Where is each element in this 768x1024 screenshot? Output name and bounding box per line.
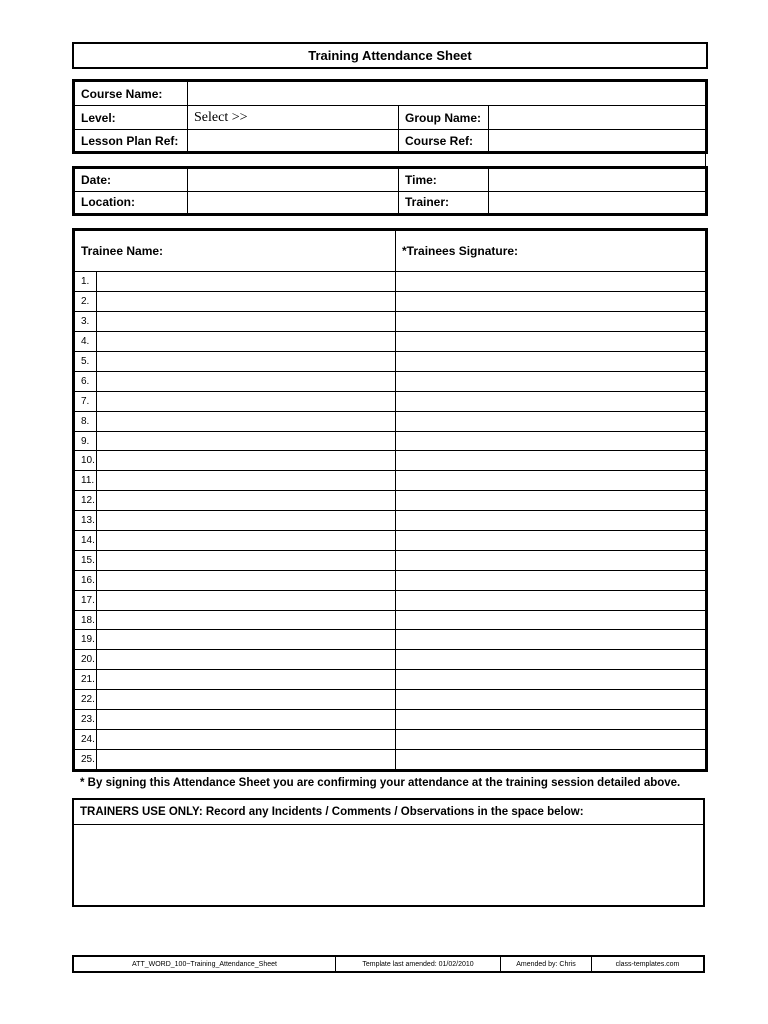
time-field[interactable] — [489, 169, 706, 192]
signature-cell[interactable] — [396, 650, 706, 670]
signature-cell[interactable] — [396, 729, 706, 749]
footer-site: class-templates.com — [592, 957, 704, 972]
trainee-name-cell[interactable] — [97, 352, 396, 372]
trainer-field[interactable] — [489, 191, 706, 214]
session-details-table — [72, 166, 708, 216]
row-number: 18. — [75, 610, 97, 630]
signature-cell[interactable] — [396, 670, 706, 690]
signature-note: * By signing this Attendance Sheet you are confirming your attendance at the training session detailed above. — [80, 777, 681, 789]
row-number: 15. — [75, 550, 97, 570]
signature-cell[interactable] — [396, 690, 706, 710]
row-number: 8. — [75, 411, 97, 431]
row-number: 21. — [75, 670, 97, 690]
signature-cell[interactable] — [396, 710, 706, 730]
row-number: 17. — [75, 590, 97, 610]
footer — [72, 955, 705, 973]
signature-cell[interactable] — [396, 431, 706, 451]
table-row — [75, 630, 706, 650]
trainee-name-header: Trainee Name: — [75, 231, 396, 272]
footer-amended-by: Amended by: Chris — [501, 957, 592, 972]
row-number: 2. — [75, 292, 97, 312]
row-number: 16. — [75, 570, 97, 590]
row-number: 24. — [75, 729, 97, 749]
date-label: Date: — [75, 169, 188, 192]
trainee-name-cell[interactable] — [97, 491, 396, 511]
signature-cell[interactable] — [396, 491, 706, 511]
trainee-name-cell[interactable] — [97, 630, 396, 650]
trainee-name-cell[interactable] — [97, 690, 396, 710]
trainee-name-cell[interactable] — [97, 570, 396, 590]
table-row — [75, 272, 706, 292]
table-row — [75, 451, 706, 471]
trainee-name-cell[interactable] — [97, 511, 396, 531]
level-label: Level: — [75, 106, 188, 130]
table-row — [75, 570, 706, 590]
trainee-name-cell[interactable] — [97, 650, 396, 670]
table-row — [75, 431, 706, 451]
row-number: 14. — [75, 531, 97, 551]
row-number: 13. — [75, 511, 97, 531]
trainee-name-cell[interactable] — [97, 312, 396, 332]
lesson-plan-ref-field[interactable] — [188, 130, 399, 152]
row-number: 20. — [75, 650, 97, 670]
signature-cell[interactable] — [396, 312, 706, 332]
signature-header: *Trainees Signature: — [396, 231, 706, 272]
signature-cell[interactable] — [396, 610, 706, 630]
table-row — [75, 371, 706, 391]
row-number: 25. — [75, 749, 97, 769]
course-ref-field[interactable] — [489, 130, 706, 152]
trainer-label: Trainer: — [399, 191, 489, 214]
table-row — [75, 332, 706, 352]
row-number: 1. — [75, 272, 97, 292]
group-name-field[interactable] — [489, 106, 706, 130]
signature-cell[interactable] — [396, 630, 706, 650]
trainee-name-cell[interactable] — [97, 590, 396, 610]
table-row — [75, 471, 706, 491]
signature-cell[interactable] — [396, 292, 706, 312]
signature-cell[interactable] — [396, 511, 706, 531]
attendance-table — [72, 228, 708, 772]
signature-cell[interactable] — [396, 590, 706, 610]
page-title: Training Attendance Sheet — [72, 42, 708, 69]
row-number: 19. — [75, 630, 97, 650]
group-name-label: Group Name: — [399, 106, 489, 130]
signature-cell[interactable] — [396, 352, 706, 372]
table-row — [75, 749, 706, 769]
row-number: 4. — [75, 332, 97, 352]
trainee-name-cell[interactable] — [97, 411, 396, 431]
table-row — [75, 312, 706, 332]
table-row — [75, 491, 706, 511]
trainee-name-cell[interactable] — [97, 670, 396, 690]
trainee-name-cell[interactable] — [97, 531, 396, 551]
level-select-value[interactable]: Select >> — [194, 109, 248, 125]
table-row — [75, 550, 706, 570]
table-row — [75, 650, 706, 670]
row-number: 12. — [75, 491, 97, 511]
signature-cell[interactable] — [396, 570, 706, 590]
trainee-name-cell[interactable] — [97, 610, 396, 630]
trainers-use-box — [72, 798, 705, 907]
table-row — [75, 391, 706, 411]
row-number: 5. — [75, 352, 97, 372]
row-number: 10. — [75, 451, 97, 471]
time-label: Time: — [399, 169, 489, 192]
course-name-label: Course Name: — [75, 82, 188, 106]
signature-cell[interactable] — [396, 332, 706, 352]
lesson-plan-ref-label: Lesson Plan Ref: — [75, 130, 188, 152]
trainee-name-cell[interactable] — [97, 332, 396, 352]
row-number: 6. — [75, 371, 97, 391]
table-row — [75, 710, 706, 730]
table-row — [75, 610, 706, 630]
signature-cell[interactable] — [396, 550, 706, 570]
row-number: 9. — [75, 431, 97, 451]
trainee-name-cell[interactable] — [97, 431, 396, 451]
course-ref-label: Course Ref: — [399, 130, 489, 152]
trainee-name-cell[interactable] — [97, 272, 396, 292]
comments-area[interactable] — [74, 825, 703, 905]
signature-cell[interactable] — [396, 471, 706, 491]
row-number: 22. — [75, 690, 97, 710]
trainee-name-cell[interactable] — [97, 550, 396, 570]
table-row — [75, 511, 706, 531]
table-row — [75, 411, 706, 431]
course-details-table — [72, 79, 708, 154]
table-row — [75, 531, 706, 551]
row-number: 3. — [75, 312, 97, 332]
footer-doc-ref: ATT_WORD_100~Training_Attendance_Sheet — [74, 957, 336, 972]
trainee-name-cell[interactable] — [97, 292, 396, 312]
table-row — [75, 690, 706, 710]
trainee-name-cell[interactable] — [97, 710, 396, 730]
divider — [705, 154, 708, 166]
trainee-name-cell[interactable] — [97, 371, 396, 391]
row-number: 7. — [75, 391, 97, 411]
date-field[interactable] — [188, 169, 399, 192]
trainers-use-header: TRAINERS USE ONLY: Record any Incidents / Comments / Observations in the space below: — [74, 800, 703, 825]
table-row — [75, 590, 706, 610]
signature-cell[interactable] — [396, 411, 706, 431]
trainee-name-cell[interactable] — [97, 749, 396, 769]
table-row — [75, 352, 706, 372]
signature-cell[interactable] — [396, 371, 706, 391]
table-row — [75, 292, 706, 312]
signature-cell[interactable] — [396, 531, 706, 551]
location-label: Location: — [75, 191, 188, 214]
signature-cell[interactable] — [396, 749, 706, 769]
footer-template-date: Template last amended: 01/02/2010 — [336, 957, 501, 972]
location-field[interactable] — [188, 191, 399, 214]
table-row — [75, 729, 706, 749]
signature-cell[interactable] — [396, 391, 706, 411]
signature-cell[interactable] — [396, 451, 706, 471]
trainee-name-cell[interactable] — [97, 729, 396, 749]
trainee-name-cell[interactable] — [97, 391, 396, 411]
signature-cell[interactable] — [396, 272, 706, 292]
row-number: 23. — [75, 710, 97, 730]
row-number: 11. — [75, 471, 97, 491]
level-select[interactable] — [188, 106, 399, 130]
trainee-name-cell[interactable] — [97, 451, 396, 471]
table-row — [75, 670, 706, 690]
course-name-field[interactable] — [188, 82, 706, 106]
trainee-name-cell[interactable] — [97, 471, 396, 491]
